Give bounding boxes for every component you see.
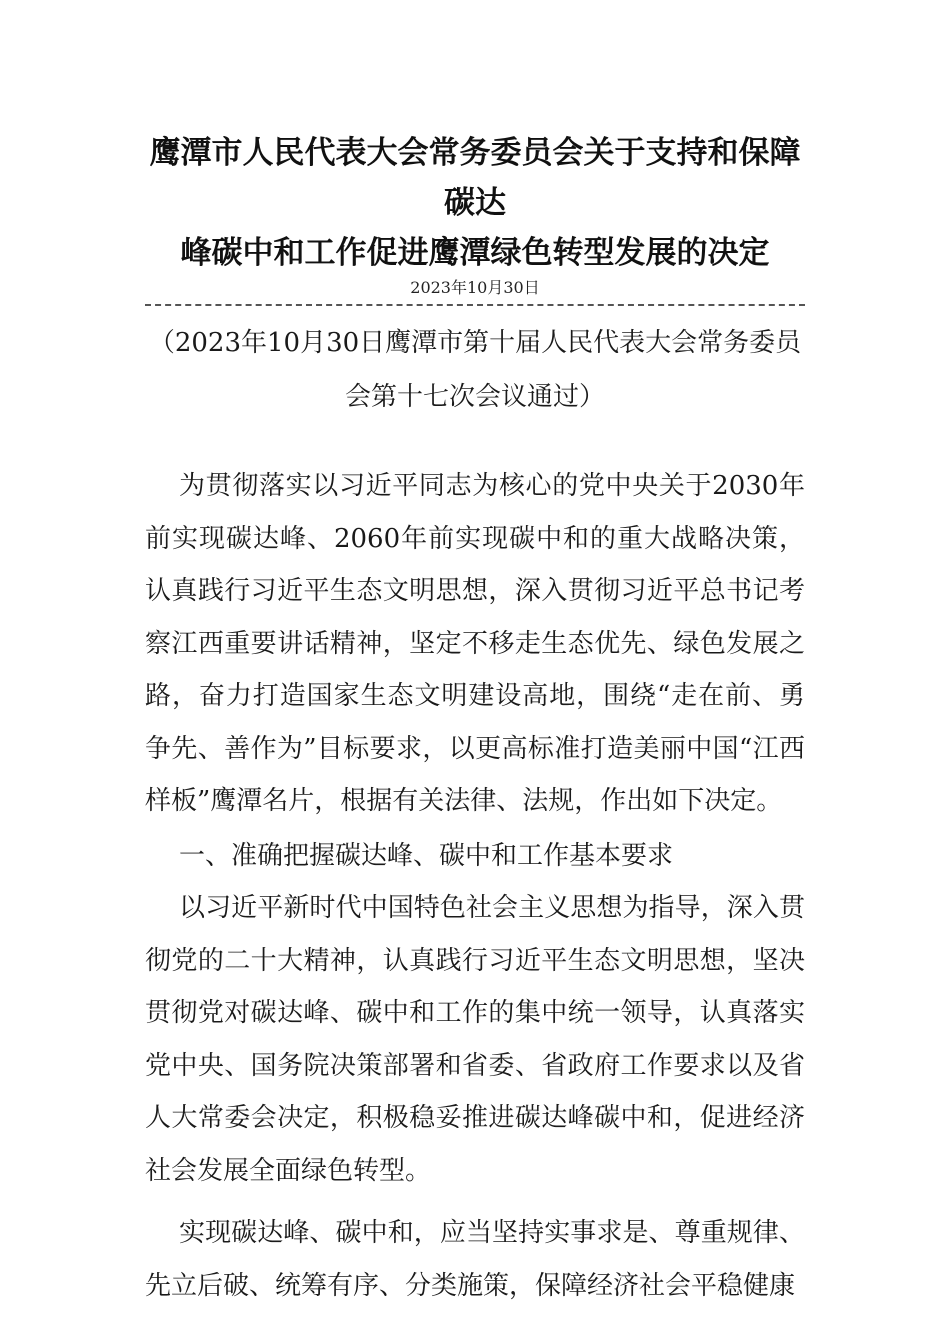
title-line-1: 鹰潭市人民代表大会常务委员会关于支持和保障碳达: [149, 135, 801, 221]
publish-date: 2023年10月30日: [410, 278, 540, 297]
document-title: [145, 128, 805, 278]
paragraph-guiding-principle: 以习近平新时代中国特色社会主义思想为指导，深入贯彻党的二十大精神，认真践行习近平生态文明思想，坚决贯彻党对碳达峰、碳中和工作的集中统一领导，认真落实党中央、国务院决策部署和省委、省政府工作要求以及省人大常委会决定，积极稳妥推进碳达峰碳中和，促进经济社会发展全面绿色转型。: [145, 893, 805, 1186]
document-page: [145, 0, 805, 1312]
session-note: [145, 316, 805, 424]
document-body: [145, 460, 805, 1312]
session-note-line-1: （2023年10月30日鹰潭市第十届人民代表大会常务委员: [148, 328, 802, 358]
title-line-2: 峰碳中和工作促进鹰潭绿色转型发展的决定: [180, 235, 770, 271]
session-note-line-2: 会第十七次会议通过）: [344, 382, 605, 412]
paragraph-principles: 实现碳达峰、碳中和，应当坚持实事求是、尊重规律、先立后破、统筹有序、分类施策，保障经济社会平稳健康: [145, 1218, 805, 1301]
dashed-divider: [145, 304, 805, 306]
section-heading-1: 一、准确把握碳达峰、碳中和工作基本要求: [179, 840, 674, 871]
paragraph-preamble: 为贯彻落实以习近平同志为核心的党中央关于2030年前实现碳达峰、2060年前实现碳中和的重大战略决策，认真践行习近平生态文明思想，深入贯彻习近平总书记考察江西重要讲话精神，坚定不移走生态优先、绿色发展之路，奋力打造国家生态文明建设高地，围绕“走在前、勇争先、善作为”目标要求，以更高标准打造美丽中国“江西样板”鹰潭名片，根据有关法律、法规，作出如下决定。: [145, 471, 805, 816]
